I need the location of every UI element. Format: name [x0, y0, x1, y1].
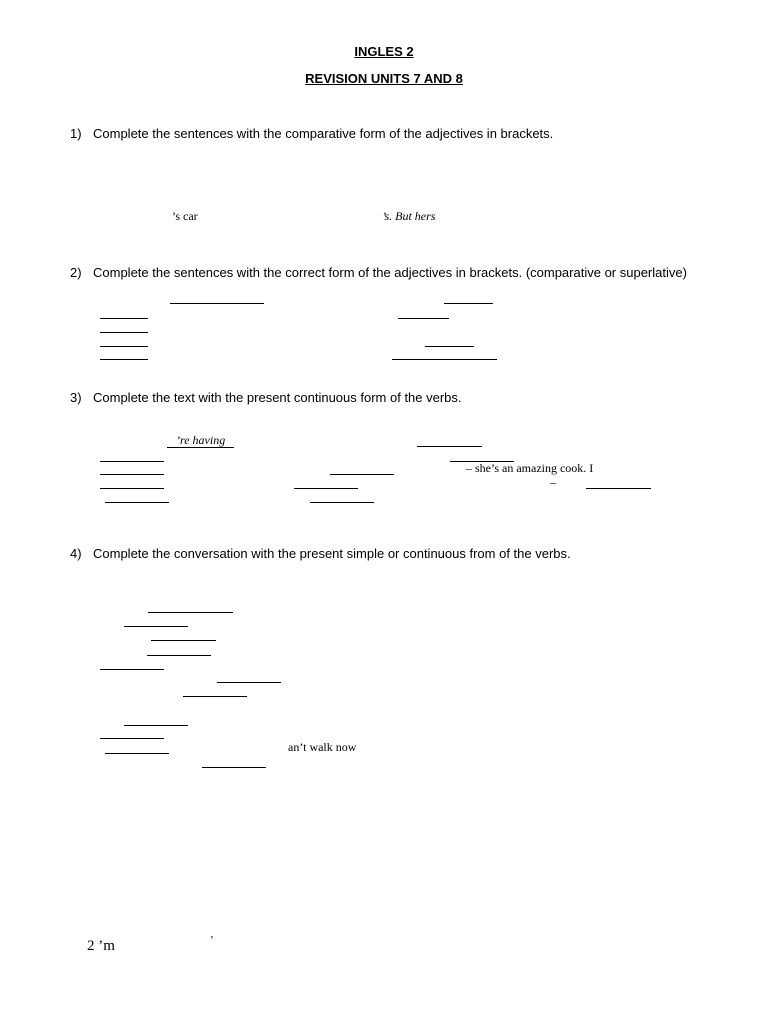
answer-blank[interactable]: [310, 502, 374, 503]
fragment-walk: an’t walk now: [288, 740, 357, 754]
answer-blank[interactable]: [100, 738, 164, 739]
answer-blank[interactable]: [148, 612, 233, 613]
fragment-dash: –: [550, 475, 556, 489]
question-text: Complete the sentences with the comparative form of the adjectives in brackets.: [93, 126, 554, 141]
page-title: INGLES 2: [354, 44, 414, 59]
question-2: [0, 265, 768, 283]
answer-blank[interactable]: [151, 640, 216, 641]
footer-mark: ’: [210, 934, 214, 946]
question-text: Complete the sentences with the correct form of the adjectives in brackets. (comparative or superlative): [93, 265, 687, 280]
answer-blank[interactable]: [444, 303, 493, 304]
answer-blank[interactable]: [100, 461, 164, 462]
answer-blank[interactable]: [100, 359, 148, 360]
question-text: Complete the text with the present continuous form of the verbs.: [93, 390, 462, 405]
fragment-hers: ’s. But hers: [382, 209, 436, 223]
question-3: [0, 390, 768, 408]
answer-blank[interactable]: [105, 502, 169, 503]
answer-blank[interactable]: [100, 474, 164, 475]
answer-blank[interactable]: [398, 318, 449, 319]
question-number: 3): [70, 390, 82, 405]
example-answer: ’re having: [176, 433, 226, 447]
question-text: Complete the conversation with the present simple or continuous from of the verbs.: [93, 546, 571, 561]
answer-blank[interactable]: [105, 753, 169, 754]
answer-blank[interactable]: [294, 488, 358, 489]
answer-blank[interactable]: [167, 447, 234, 448]
fragment-car: ’s car: [172, 209, 198, 223]
question-number: 1): [70, 126, 82, 141]
answer-blank[interactable]: [586, 488, 651, 489]
answer-blank[interactable]: [147, 655, 211, 656]
footer-text: 2 ’m: [87, 938, 115, 954]
answer-blank[interactable]: [217, 682, 281, 683]
answer-blank[interactable]: [100, 332, 148, 333]
answer-blank[interactable]: [100, 318, 148, 319]
answer-blank[interactable]: [417, 446, 482, 447]
answer-blank[interactable]: [100, 346, 148, 347]
question-number: 2): [70, 265, 82, 280]
answer-blank[interactable]: [170, 303, 264, 304]
answer-blank[interactable]: [330, 474, 394, 475]
question-4: [0, 546, 768, 564]
answer-blank[interactable]: [202, 767, 266, 768]
answer-blank[interactable]: [100, 669, 164, 670]
question-number: 4): [70, 546, 82, 561]
answer-blank[interactable]: [100, 488, 164, 489]
answer-blank[interactable]: [124, 626, 188, 627]
answer-blank[interactable]: [183, 696, 247, 697]
question-1: [0, 126, 768, 144]
answer-blank[interactable]: [425, 346, 474, 347]
page-subtitle: REVISION UNITS 7 AND 8: [305, 71, 463, 86]
answer-blank[interactable]: [124, 725, 188, 726]
fragment-cook: – she’s an amazing cook. I: [466, 461, 594, 475]
answer-blank[interactable]: [392, 359, 497, 360]
